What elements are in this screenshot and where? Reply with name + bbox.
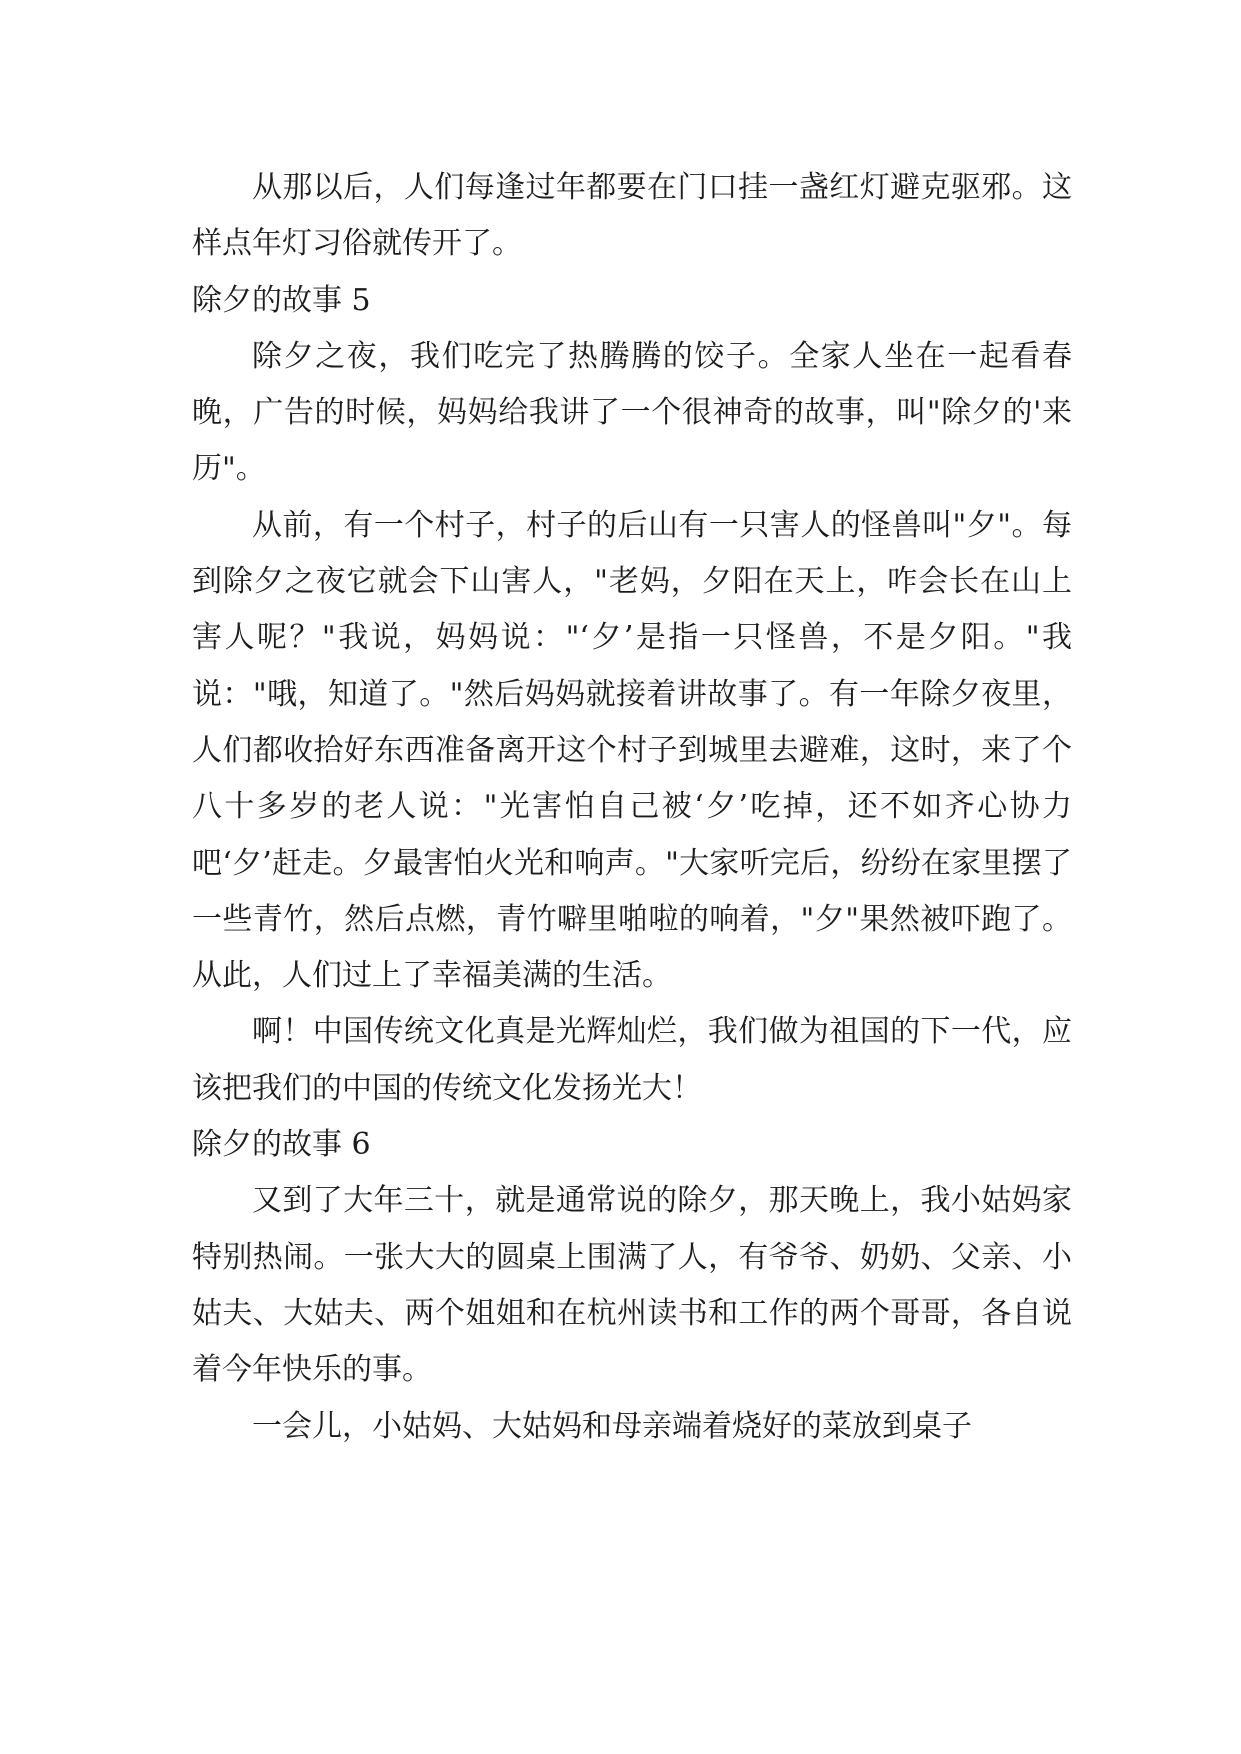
section-heading-story-6: 除夕的故事 6 [192, 1127, 371, 1163]
document-body [192, 160, 1072, 1455]
paragraph-traditional-culture: 啊！中国传统文化真是光辉灿烂，我们做为祖国的下一代，应该把我们的中国的传统文化发扬光大！ [192, 1014, 1072, 1106]
paragraph-red-lantern-custom: 从那以后，人们每逢过年都要在门口挂一盏红灯避克驱邪。这样点年灯习俗就传开了。 [192, 170, 1072, 262]
section-heading-story-5: 除夕的故事 5 [192, 282, 371, 318]
paragraph-new-year-eve-night: 除夕之夜，我们吃完了热腾腾的饺子。全家人坐在一起看春晚，广告的时候，妈妈给我讲了一个很神奇的故事，叫"除夕的'来历"。 [192, 338, 1072, 487]
paragraph-serving-dishes: 一会儿，小姑妈、大姑妈和母亲端着烧好的菜放到桌子 [252, 1408, 972, 1444]
paragraph-family-gathering: 又到了大年三十，就是通常说的除夕，那天晚上，我小姑妈家特别热闹。一张大大的圆桌上围满了人，有爷爷、奶奶、父亲、小姑夫、大姑夫、两个姐姐和在杭州读书和工作的两个哥哥，各自说着今年快乐的事。 [192, 1183, 1072, 1388]
paragraph-nian-monster-story: 从前，有一个村子，村子的后山有一只害人的怪兽叫"夕"。每到除夕之夜它就会下山害人，"老妈，夕阳在天上，咋会长在山上害人呢？"我说，妈妈说："‘夕’是指一只怪兽，不是夕阳。"我说："哦，知道了。"然后妈妈就接着讲故事了。有一年除夕夜里，人们都收拾好东西准备离开这个村子到城里去避难，这时，来了个八十多岁的老人说："光害怕自己被‘夕’吃掉，还不如齐心协力吧‘夕’赶走。夕最害怕火光和响声。"大家听完后，纷纷在家里摆了一些青竹，然后点燃，青竹噼里啪啦的响着，"夕"果然被吓跑了。从此，人们过上了幸福美满的生活。 [192, 507, 1072, 994]
